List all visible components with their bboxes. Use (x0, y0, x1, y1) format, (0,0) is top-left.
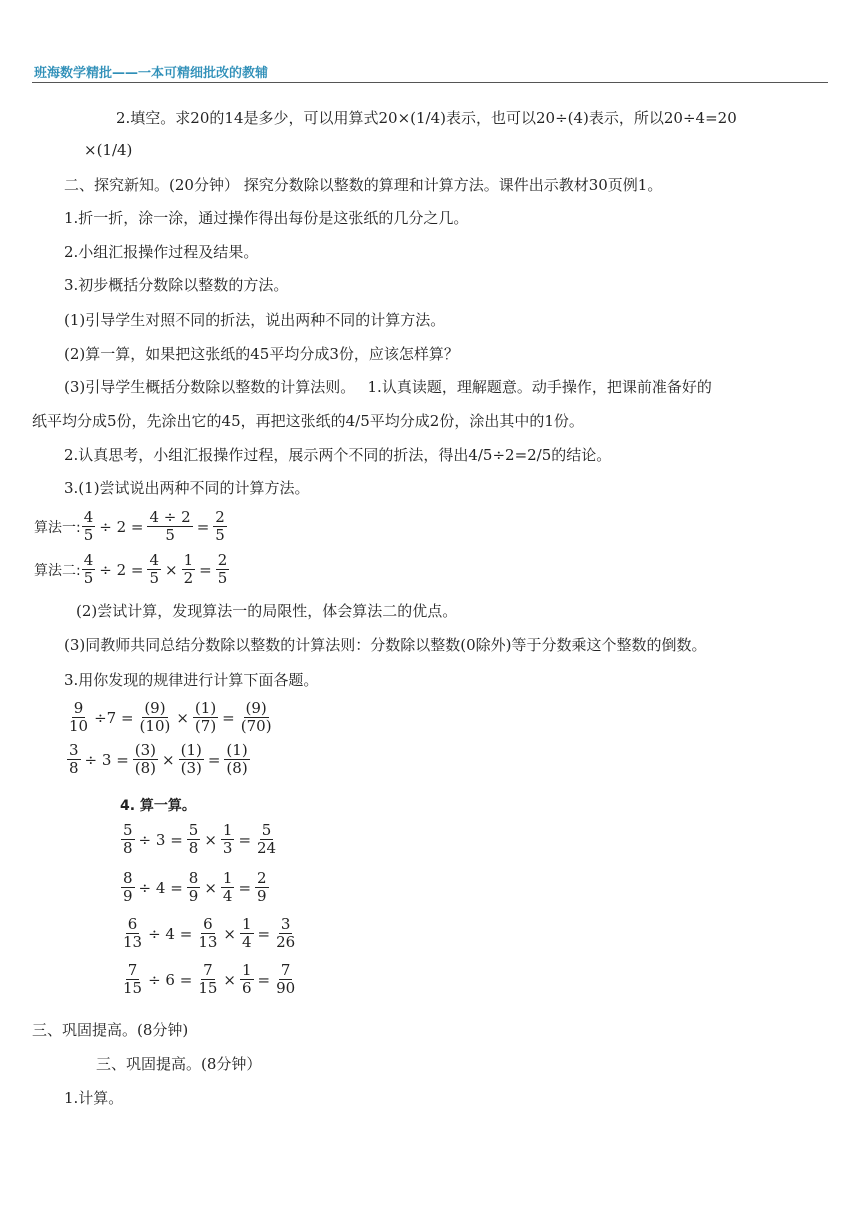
text-line: (2)算一算，如果把这张纸的45平均分成3份，应该怎样算？ (64, 345, 459, 363)
numerator: (1) (194, 699, 217, 717)
method-two-equation (34, 552, 230, 587)
numerator: 2 (257, 869, 267, 887)
fraction (193, 700, 218, 735)
operator: ÷ 3 = (138, 830, 183, 849)
denominator: (7) (194, 717, 217, 735)
denominator: 5 (215, 526, 225, 544)
numerator: 2 (215, 508, 225, 526)
text-line: (1)引导学生对照不同的折法，说出两种不同的计算方法。 (64, 311, 446, 329)
fraction (239, 700, 274, 735)
numerator: 3 (69, 741, 79, 759)
text-line: ×(1/4) (84, 141, 133, 159)
numerator: 2 (217, 551, 228, 569)
fraction (182, 552, 196, 587)
denominator: 5 (83, 526, 94, 544)
fraction (121, 822, 135, 857)
operator: = (196, 517, 210, 536)
calc-equation (120, 870, 270, 905)
denominator: 15 (123, 979, 143, 997)
numerator: (9) (144, 699, 166, 717)
fraction (255, 822, 278, 857)
text-line: 1.计算。 (64, 1089, 124, 1107)
method-one-label: 算法一: (34, 519, 81, 536)
text-line: (3)同教师共同总结分数除以整数的计算法则：分数除以整数(0除外)等于分数乘这个整数的倒数。 (64, 636, 707, 654)
fraction (133, 742, 158, 777)
numerator: 6 (127, 915, 138, 933)
fraction (82, 552, 96, 587)
denominator: 8 (188, 839, 199, 857)
denominator: 5 (149, 569, 160, 587)
denominator: 8 (69, 759, 79, 777)
operator: × (204, 878, 217, 897)
operator: = (199, 560, 212, 579)
denominator: 5 (83, 569, 94, 587)
denominator: 10 (69, 717, 89, 735)
fraction (138, 700, 173, 735)
operator: = (257, 924, 271, 943)
operator: ÷ 4 = (148, 924, 193, 943)
denominator: 5 (165, 526, 175, 544)
text-line: 2.认真思考，小组汇报操作过程，展示两个不同的折法，得出4/5÷2=2/5的结论。 (64, 446, 612, 464)
text-line: 2.小组汇报操作过程及结果。 (64, 243, 259, 261)
denominator: (8) (134, 759, 157, 777)
numerator: 4 (83, 551, 94, 569)
calc-equation (120, 822, 279, 857)
operator: = (222, 708, 235, 727)
fraction (82, 509, 96, 544)
operator: ÷ 6 = (148, 970, 193, 989)
practice-equation (66, 700, 275, 735)
text-line: 3.(1)尝试说出两种不同的计算方法。 (64, 479, 310, 497)
calc-equation (120, 962, 298, 997)
operator: × (223, 924, 236, 943)
denominator: (3) (180, 759, 202, 777)
fraction (240, 916, 254, 951)
denominator: 4 (241, 933, 252, 951)
operator: × (204, 830, 217, 849)
text-line: (3)引导学生概括分数除以整数的计算法则。 1.认真读题，理解题意。动手操作，把课前准备好的 (64, 378, 712, 396)
numerator: 5 (261, 821, 272, 839)
section-heading: 三、巩固提高。(8分钟) (32, 1021, 189, 1039)
operator: × (162, 750, 175, 769)
method-two-label: 算法二: (34, 562, 81, 579)
operator: ÷ 4 = (138, 878, 183, 897)
denominator: 15 (198, 979, 218, 997)
denominator: 8 (123, 839, 133, 857)
document-header: 班海数学精批——一本可精细批改的教辅 (34, 66, 269, 81)
fraction (121, 916, 144, 951)
section-heading: 三、巩固提高。(8分钟） (96, 1055, 262, 1073)
calc-equation (120, 916, 298, 951)
denominator: 13 (123, 933, 143, 951)
fraction (67, 742, 81, 777)
fraction (147, 509, 192, 544)
numerator: 5 (123, 821, 133, 839)
fraction (179, 742, 204, 777)
text-line: 纸平均分成5份，先涂出它的45，再把这张纸的4/5平均分成2份，涂出其中的1份。 (32, 412, 584, 430)
denominator: 2 (183, 569, 194, 587)
numerator: 4 (83, 508, 94, 526)
fraction (240, 962, 254, 997)
denominator: 3 (222, 839, 233, 857)
text-line: 3.用你发现的规律进行计算下面各题。 (64, 671, 319, 689)
method-one-equation (34, 509, 228, 544)
operator: = (238, 830, 252, 849)
operator: ÷ 3 = (84, 750, 129, 769)
denominator: (8) (226, 759, 248, 777)
numerator: 1 (222, 821, 233, 839)
text-line: (2)尝试计算，发现算法一的局限性，体会算法二的优点。 (76, 602, 458, 620)
operator: ÷ 2 = (99, 560, 144, 579)
denominator: 9 (188, 887, 199, 905)
denominator: 24 (257, 839, 277, 857)
fraction (274, 962, 297, 997)
numerator: 1 (183, 551, 194, 569)
fraction (224, 742, 249, 777)
denominator: 26 (276, 933, 296, 951)
operator: = (257, 970, 271, 989)
numerator: (1) (226, 741, 248, 759)
numerator: 4 ÷ 2 (149, 508, 191, 526)
fraction (187, 870, 201, 905)
numerator: 9 (73, 699, 84, 717)
text-line: 1.折一折，涂一涂，通过操作得出每份是这张纸的几分之几。 (64, 209, 469, 227)
fraction (221, 822, 235, 857)
fraction (255, 870, 269, 905)
denominator: 90 (276, 979, 296, 997)
numerator: 7 (203, 961, 213, 979)
operator: × (165, 560, 178, 579)
numerator: 1 (222, 869, 233, 887)
fraction (216, 552, 230, 587)
header-rule (32, 82, 828, 83)
operator: ÷ 2 = (99, 517, 144, 536)
denominator: (70) (240, 717, 272, 735)
numerator: 8 (188, 869, 199, 887)
text-line: 3.初步概括分数除以整数的方法。 (64, 276, 289, 294)
operator: × (223, 970, 236, 989)
denominator: 13 (198, 933, 218, 951)
fraction (147, 552, 161, 587)
fraction (121, 870, 135, 905)
numerator: (3) (134, 741, 157, 759)
fraction (196, 916, 219, 951)
fraction (187, 822, 201, 857)
text-line: 2.填空。求20的14是多少，可以用算式20×(1/4)表示，也可以20÷(4)表示，所以20÷4=20 (116, 109, 737, 127)
calc-title: 4. 算一算。 (120, 798, 196, 814)
denominator: 5 (217, 569, 228, 587)
operator: ÷7 = (94, 708, 134, 727)
numerator: 8 (123, 869, 133, 887)
operator: × (176, 708, 189, 727)
operator: = (207, 750, 221, 769)
denominator: 9 (257, 887, 267, 905)
practice-equation (66, 742, 251, 777)
denominator: 4 (222, 887, 233, 905)
fraction (67, 700, 90, 735)
fraction (196, 962, 219, 997)
section-heading: 二、探究新知。(20分钟） 探究分数除以整数的算理和计算方法。课件出示教材30页例1。 (64, 176, 663, 194)
numerator: (9) (245, 699, 267, 717)
denominator: 9 (123, 887, 133, 905)
numerator: 1 (241, 915, 252, 933)
numerator: 4 (149, 551, 160, 569)
fraction (213, 509, 227, 544)
fraction (121, 962, 144, 997)
numerator: 3 (280, 915, 291, 933)
fraction (221, 870, 235, 905)
denominator: 6 (241, 979, 252, 997)
operator: = (238, 878, 252, 897)
numerator: 6 (203, 915, 213, 933)
fraction (274, 916, 297, 951)
denominator: (10) (139, 717, 171, 735)
numerator: 7 (127, 961, 138, 979)
numerator: (1) (180, 741, 202, 759)
numerator: 7 (280, 961, 291, 979)
numerator: 5 (188, 821, 199, 839)
numerator: 1 (241, 961, 252, 979)
